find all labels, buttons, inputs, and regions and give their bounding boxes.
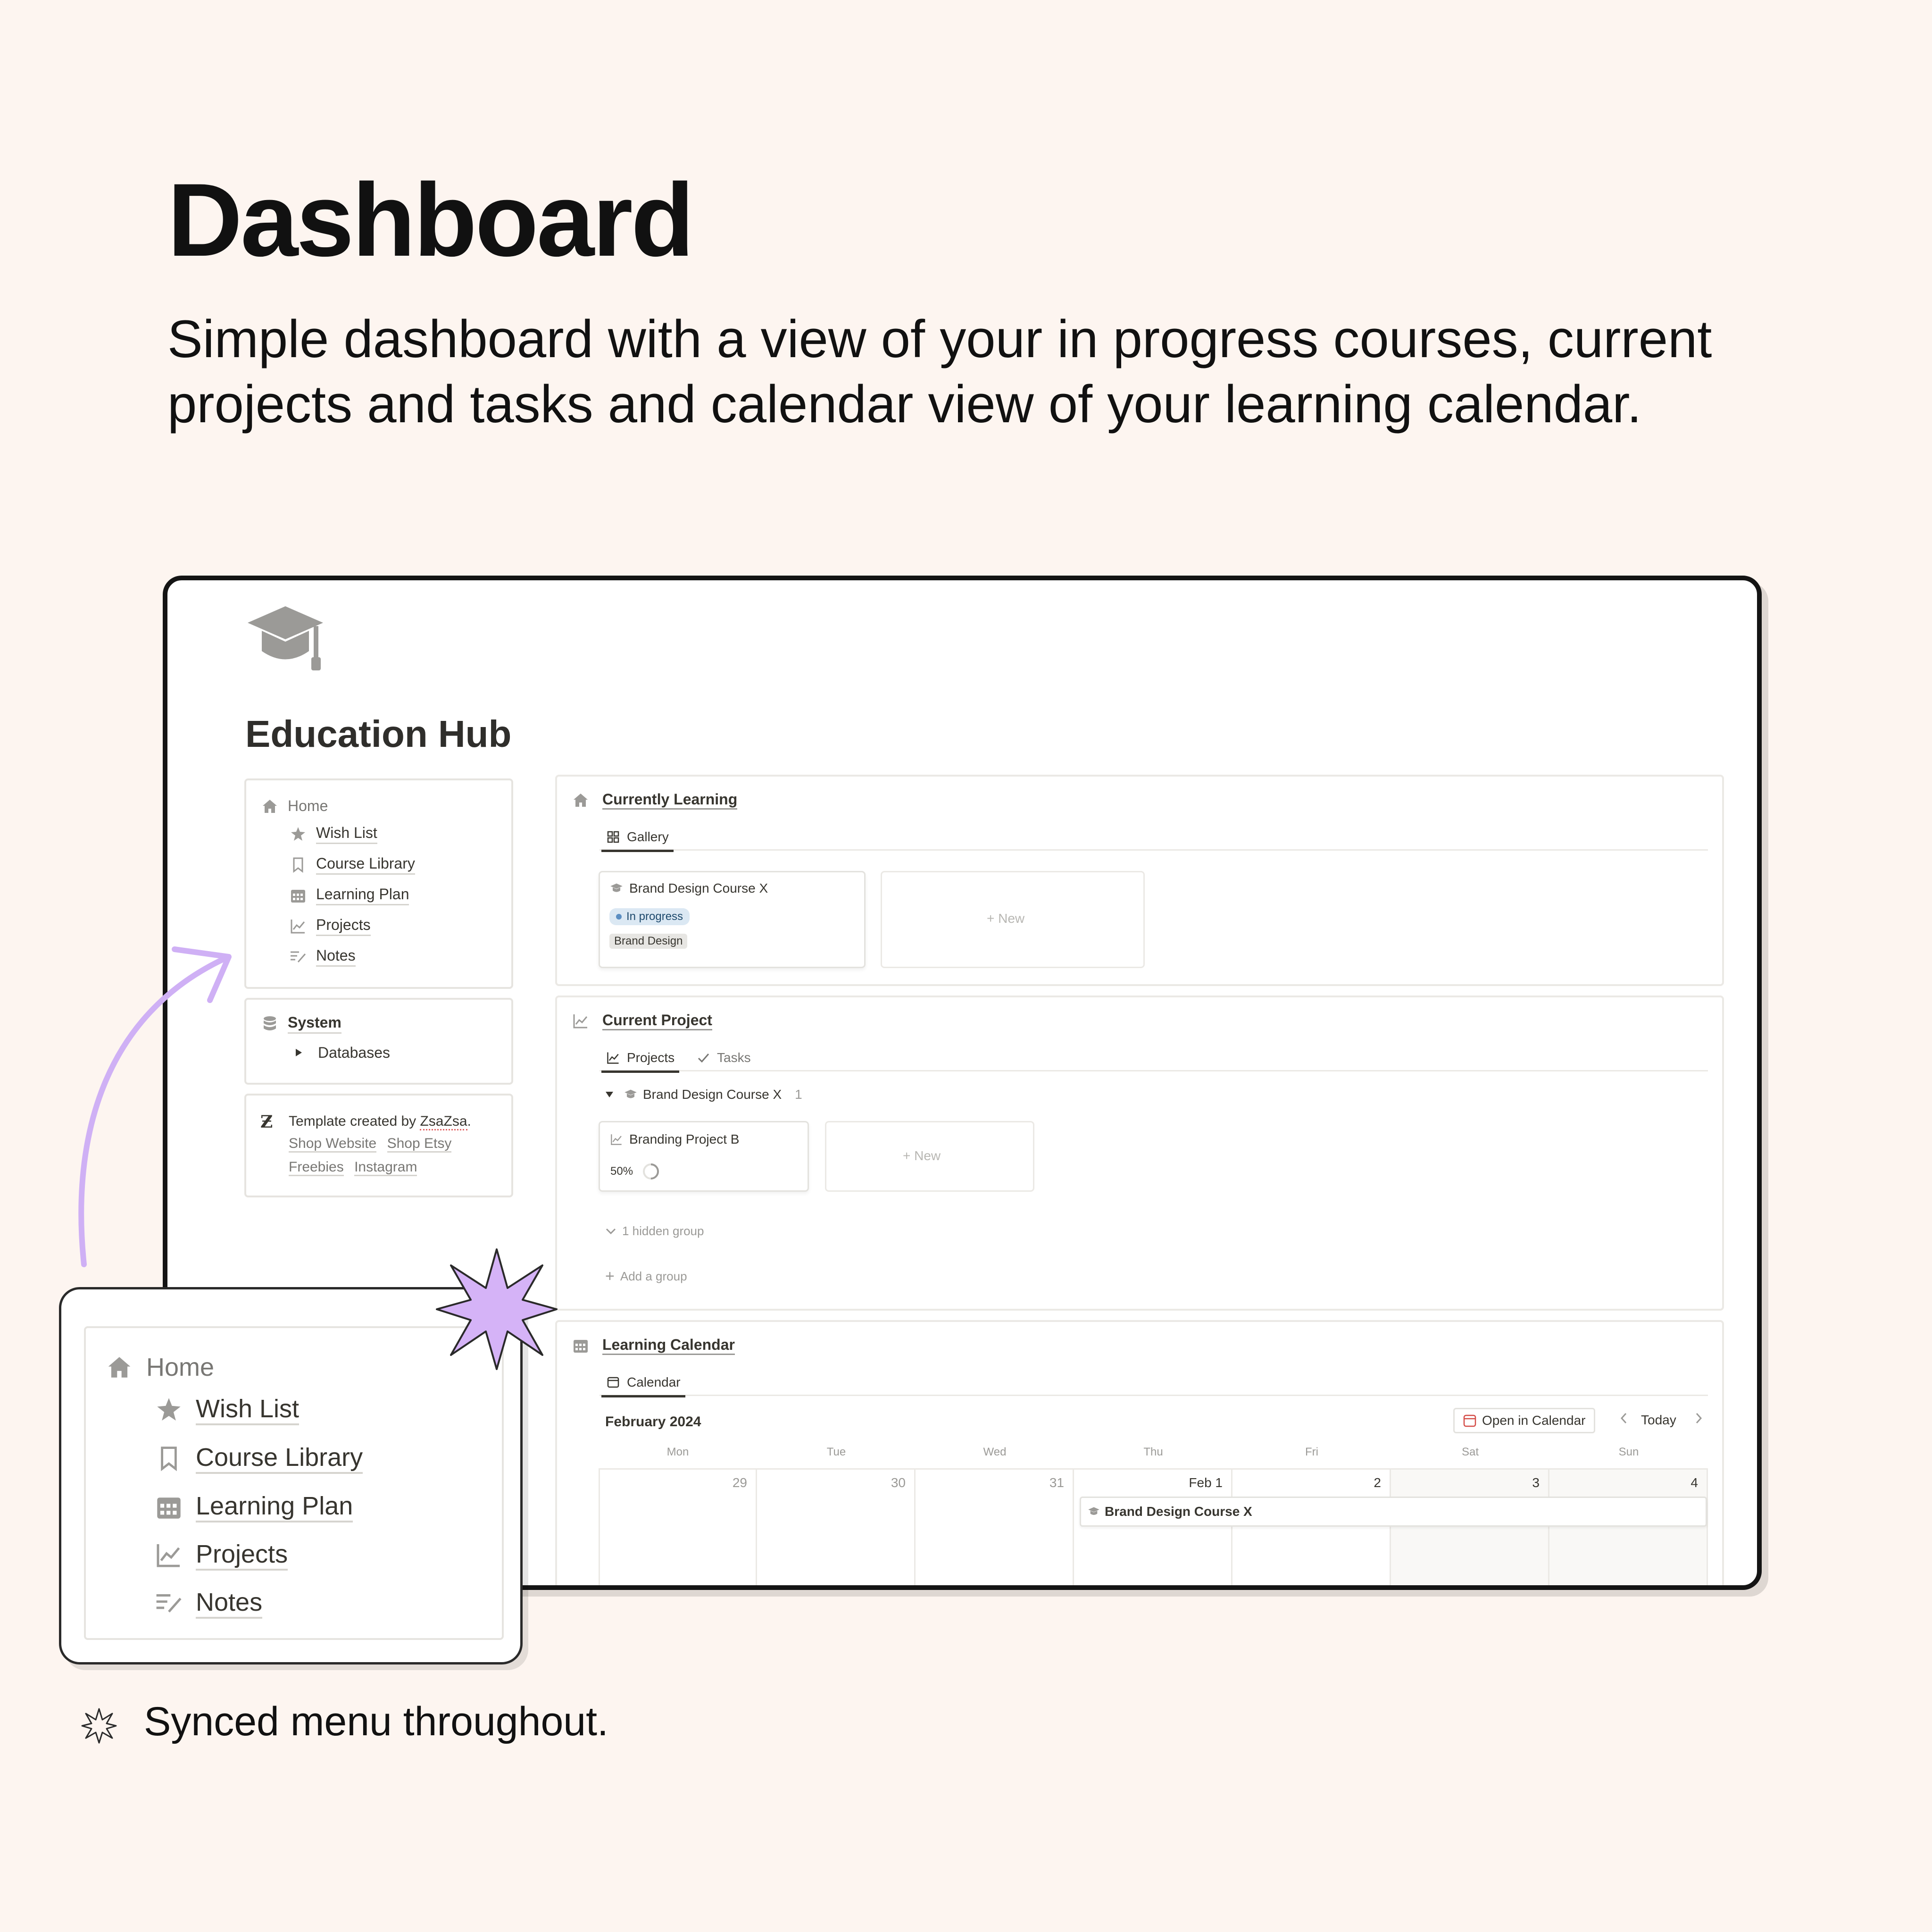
tab-gallery[interactable]	[606, 825, 669, 849]
group-header[interactable]	[605, 1087, 802, 1102]
triangle-right-icon[interactable]	[293, 1043, 304, 1062]
course-card[interactable]	[599, 871, 866, 968]
calendar-day-cell[interactable]	[1232, 1468, 1391, 1590]
progress-ring-icon	[641, 1162, 660, 1181]
calendar-event-label: Brand Design Course X	[1105, 1504, 1252, 1519]
shop-website-link[interactable]: Shop Website	[289, 1136, 376, 1153]
prev-month-button[interactable]	[1619, 1412, 1629, 1425]
zoom-item-home[interactable]	[105, 1353, 214, 1382]
course-card-title	[609, 881, 768, 896]
hidden-group-label: 1 hidden group	[622, 1224, 704, 1238]
calendar-day-number: 31	[1049, 1475, 1064, 1490]
weekday-header: Sun	[1618, 1446, 1639, 1458]
chevron-right-icon	[1694, 1412, 1703, 1425]
weekday-header: Mon	[666, 1446, 689, 1458]
freebies-link[interactable]: Freebies	[289, 1159, 344, 1176]
weekday-header: Sat	[1461, 1446, 1479, 1458]
calendar-day-number: 2	[1374, 1475, 1381, 1490]
new-card-button[interactable]	[825, 1121, 1034, 1192]
sidebar-item-learning-plan[interactable]	[289, 886, 409, 905]
new-label: + New	[987, 911, 1025, 926]
sidebar-item-databases[interactable]	[293, 1043, 390, 1062]
tab-tasks[interactable]	[696, 1046, 751, 1070]
credit-box	[244, 1094, 513, 1197]
calendar-day-cell[interactable]	[916, 1468, 1074, 1590]
zoom-item-wish-list[interactable]	[154, 1394, 299, 1425]
learning-calendar-tabs	[600, 1367, 1708, 1396]
sidebar-item-label: Home	[288, 797, 328, 814]
gallery-grid-icon	[606, 830, 620, 844]
checkmark-icon	[696, 1051, 710, 1065]
sidebar-item-wish-list[interactable]	[289, 824, 377, 844]
new-label-text: New	[914, 1148, 941, 1163]
currently-learning-panel	[555, 775, 1724, 986]
current-project-tabs	[600, 1042, 1708, 1071]
home-icon	[105, 1353, 134, 1382]
project-card-title	[609, 1132, 739, 1147]
system-box	[244, 998, 513, 1085]
credit-suffix: .	[467, 1113, 471, 1129]
calendar-day-cell[interactable]	[1549, 1468, 1708, 1590]
calendar-day-cell[interactable]	[1074, 1468, 1232, 1590]
zoom-item-label: Course Library	[196, 1443, 363, 1474]
group-count: 1	[795, 1087, 802, 1102]
project-card[interactable]	[599, 1121, 809, 1192]
status-badge	[609, 908, 690, 925]
current-project-title: Current Project	[602, 1012, 712, 1030]
graduation-cap-icon	[624, 1089, 637, 1100]
new-card-button[interactable]	[881, 871, 1145, 968]
hero-title: Dashboard	[167, 162, 693, 278]
currently-learning-title: Currently Learning	[602, 791, 737, 810]
star-icon	[289, 825, 308, 844]
chart-line-icon	[289, 917, 308, 936]
bookmark-icon	[154, 1444, 183, 1473]
current-project-panel	[555, 995, 1724, 1311]
credit-prefix: Template created by	[289, 1113, 420, 1129]
calendar-day-cell[interactable]	[599, 1468, 757, 1590]
open-in-calendar-button[interactable]	[1453, 1408, 1595, 1433]
zoom-item-label: Learning Plan	[196, 1491, 353, 1522]
hidden-group-toggle[interactable]	[605, 1224, 704, 1238]
zoom-item-label: Projects	[196, 1539, 288, 1571]
home-icon	[571, 791, 590, 810]
chart-line-icon	[571, 1012, 590, 1030]
tab-projects[interactable]	[606, 1046, 675, 1070]
graduation-cap-icon	[245, 602, 325, 672]
zoom-item-label: Notes	[196, 1588, 262, 1619]
calendar-day-number: Feb 1	[1189, 1475, 1223, 1490]
tab-label: Tasks	[717, 1050, 751, 1065]
calendar-grid-icon	[154, 1492, 183, 1522]
sidebar-item-projects[interactable]	[289, 916, 371, 936]
triangle-down-icon[interactable]	[605, 1091, 614, 1098]
sidebar-item-label: System	[288, 1014, 341, 1034]
learning-calendar-title: Learning Calendar	[602, 1336, 735, 1355]
hero-description: Simple dashboard with a view of your in progress courses, current projects and tasks and calendar view of your learning calendar.	[167, 309, 1712, 434]
zoom-item-projects[interactable]	[154, 1539, 288, 1571]
notes-pen-icon	[289, 947, 308, 966]
chevron-left-icon	[1619, 1412, 1629, 1425]
calendar-day-number: 30	[891, 1475, 906, 1490]
bookmark-icon	[289, 855, 308, 874]
zoomed-sidebar-nav	[84, 1326, 504, 1640]
calendar-day-cell[interactable]	[757, 1468, 916, 1590]
sidebar-item-home[interactable]	[260, 797, 328, 816]
add-group-label: Add a group	[620, 1269, 687, 1283]
sidebar-item-label: Course Library	[316, 855, 415, 875]
chevron-down-icon	[605, 1228, 616, 1235]
sparkle-outline-icon	[80, 1707, 118, 1745]
sidebar-item-label: Databases	[318, 1044, 390, 1061]
sidebar-item-course-library[interactable]	[289, 855, 415, 875]
home-icon	[260, 797, 279, 816]
chart-line-icon	[154, 1540, 183, 1570]
tab-label: Gallery	[627, 829, 669, 844]
shop-etsy-link[interactable]: Shop Etsy	[387, 1136, 452, 1153]
calendar-day-cell[interactable]	[1391, 1468, 1549, 1590]
sidebar-item-label: Notes	[316, 947, 356, 967]
zoom-item-course-library[interactable]	[154, 1443, 363, 1474]
calendar-event[interactable]	[1080, 1497, 1707, 1527]
current-project-header[interactable]	[571, 1012, 712, 1030]
tab-label: Projects	[627, 1050, 675, 1065]
calendar-day-number: 4	[1690, 1475, 1698, 1490]
curved-arrow-icon	[66, 939, 245, 1274]
sidebar-item-label: Learning Plan	[316, 886, 409, 905]
instagram-link[interactable]: Instagram	[354, 1159, 417, 1176]
weekday-header: Wed	[983, 1446, 1007, 1458]
sidebar-item-system[interactable]	[260, 1014, 341, 1034]
next-month-button[interactable]	[1694, 1412, 1703, 1425]
course-card-title-text: Brand Design Course X	[629, 881, 768, 895]
status-dot	[616, 914, 622, 920]
credit-links-row-2	[289, 1159, 417, 1175]
calendar-grid-icon	[289, 886, 308, 905]
sidebar-item-notes[interactable]	[289, 947, 356, 967]
zoom-item-notes[interactable]	[154, 1588, 262, 1619]
calendar-day-number: 3	[1532, 1475, 1540, 1490]
calendar-app-icon	[1463, 1414, 1476, 1427]
new-label: + New	[903, 1148, 941, 1163]
database-icon	[260, 1014, 279, 1033]
page-title: Education Hub	[245, 713, 512, 755]
sidebar-item-label: Projects	[316, 916, 371, 936]
calendar-grid-icon	[571, 1336, 590, 1355]
zoom-item-label: Home	[146, 1353, 215, 1381]
credit-author-link[interactable]: ZsaZsa	[420, 1113, 467, 1130]
notes-pen-icon	[154, 1589, 183, 1618]
progress-indicator	[610, 1162, 660, 1181]
tab-label: Calendar	[627, 1375, 681, 1389]
calendar-day-number: 29	[732, 1475, 747, 1490]
plus-icon: +	[605, 1267, 615, 1285]
tab-calendar[interactable]	[606, 1371, 681, 1394]
graduation-cap-icon	[609, 881, 624, 895]
credit-line	[289, 1113, 471, 1129]
weekday-header: Fri	[1305, 1446, 1318, 1458]
weekday-header: Thu	[1143, 1446, 1163, 1458]
footnote-text: Synced menu throughout.	[144, 1699, 608, 1744]
progress-label: 50%	[610, 1165, 633, 1178]
new-label-text: New	[998, 911, 1025, 926]
zoom-item-learning-plan[interactable]	[154, 1491, 353, 1522]
today-button[interactable]: Today	[1641, 1413, 1676, 1427]
weekday-header: Tue	[826, 1446, 846, 1458]
tag-badge: Brand Design	[609, 934, 687, 949]
open-in-calendar-label: Open in Calendar	[1482, 1413, 1586, 1428]
star-icon	[154, 1395, 183, 1424]
sparkle-burst-icon	[433, 1246, 560, 1373]
currently-learning-header[interactable]	[571, 791, 737, 810]
calendar-month: February 2024	[605, 1414, 701, 1430]
chart-line-icon	[609, 1132, 624, 1146]
zoom-item-label: Wish List	[196, 1394, 299, 1425]
learning-calendar-header[interactable]	[571, 1336, 735, 1355]
project-card-title-text: Branding Project B	[629, 1132, 740, 1146]
group-name: Brand Design Course X	[643, 1087, 782, 1102]
learning-calendar-panel	[555, 1320, 1724, 1590]
sidebar-nav	[244, 778, 513, 989]
calendar-icon	[606, 1375, 620, 1389]
status-badge-label: In progress	[626, 910, 683, 923]
credit-links-row-1	[289, 1136, 451, 1152]
sidebar-item-label: Wish List	[316, 824, 377, 844]
graduation-cap-icon	[1088, 1506, 1100, 1517]
currently-learning-tabs	[600, 821, 1708, 851]
chart-line-icon	[606, 1051, 620, 1065]
zsazsa-logo-icon: Ƶ	[260, 1112, 273, 1132]
add-group-button[interactable]	[605, 1267, 687, 1286]
